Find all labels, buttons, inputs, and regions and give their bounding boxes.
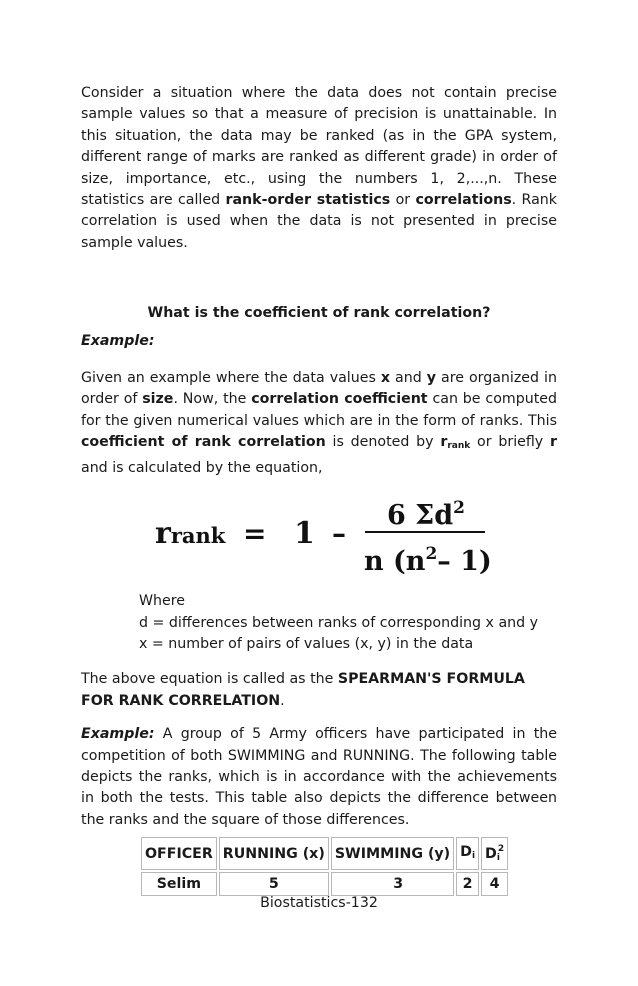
army-example-paragraph: Example: A group of 5 Army officers have participated in the competition of both SWIMMING and RUNNING. The following table depicts the ranks, which is in accordance with the achievements in both the tests. This table also depicts the difference between the ranks and the square of those differences. — [81, 726, 557, 828]
cell-officer: Selim — [141, 872, 217, 896]
col-swimming: SWIMMING (y) — [331, 837, 454, 870]
spearman-formula — [81, 491, 557, 589]
term-correlations: correlations — [415, 192, 512, 209]
where-block — [139, 591, 557, 655]
formula-lhs: rrank — [155, 516, 226, 552]
formula-denominator: n ($n^2-$ 1) — [364, 544, 492, 578]
where-line-x: x = number of pairs of values (x, y) in the data — [139, 635, 474, 652]
formula-minus: – — [332, 517, 346, 551]
col-di-squared: Di$^2$ — [481, 837, 508, 870]
rank-table — [139, 835, 510, 898]
col-di: Di — [456, 837, 479, 870]
col-running: RUNNING (x) — [219, 837, 329, 870]
formula-one: 1 — [294, 516, 315, 552]
intro-paragraph: Consider a situation where the data does not contain precise sample values so that a measure of precision is unattainable. In this situation, the data may be ranked (as in the GPA system, different range of marks are ranked as different grade) in order of size, importance, etc., using the numbers 1, 2,...,n. These statistics are called rank-order statistics or correlations. Rank correlation is used when the data is not presented in precise sample values. — [81, 85, 558, 251]
term-rank-order-statistics: rank-order statistics — [225, 192, 391, 209]
fraction-bar — [365, 531, 485, 533]
spearman-paragraph: The above equation is called as the SPEARMAN'S FORMULA FOR RANK CORRELATION. — [81, 671, 525, 709]
cell-di: 2 — [456, 872, 479, 896]
section-heading: What is the coefficient of rank correlation? — [147, 305, 491, 322]
page-content — [81, 83, 557, 898]
table-header-row — [141, 837, 508, 870]
where-line-d: d = differences between ranks of corresponding x and y — [139, 614, 539, 631]
definition-paragraph: Given an example where the data values x and y are organized in order of size. Now, the correlation coefficient can be computed for the given numerical values which are in the form of ranks. This coefficient of rank correlation is denoted by $r_{rank}$ or briefly r and is calculated by the equation, — [81, 370, 557, 476]
formula-equals: = — [243, 517, 267, 551]
cell-swimming: 3 — [331, 872, 454, 896]
page-footer: Biostatistics-132 — [260, 895, 378, 911]
formula-numerator: 6 $\Sigma d^2$ — [387, 498, 465, 532]
where-title: Where — [139, 593, 185, 610]
cell-di-squared: 4 — [481, 872, 508, 896]
cell-running: 5 — [219, 872, 329, 896]
example-label-2: Example: — [81, 726, 155, 743]
col-officer: OFFICER — [141, 837, 217, 870]
example-label: Example: — [81, 332, 155, 349]
